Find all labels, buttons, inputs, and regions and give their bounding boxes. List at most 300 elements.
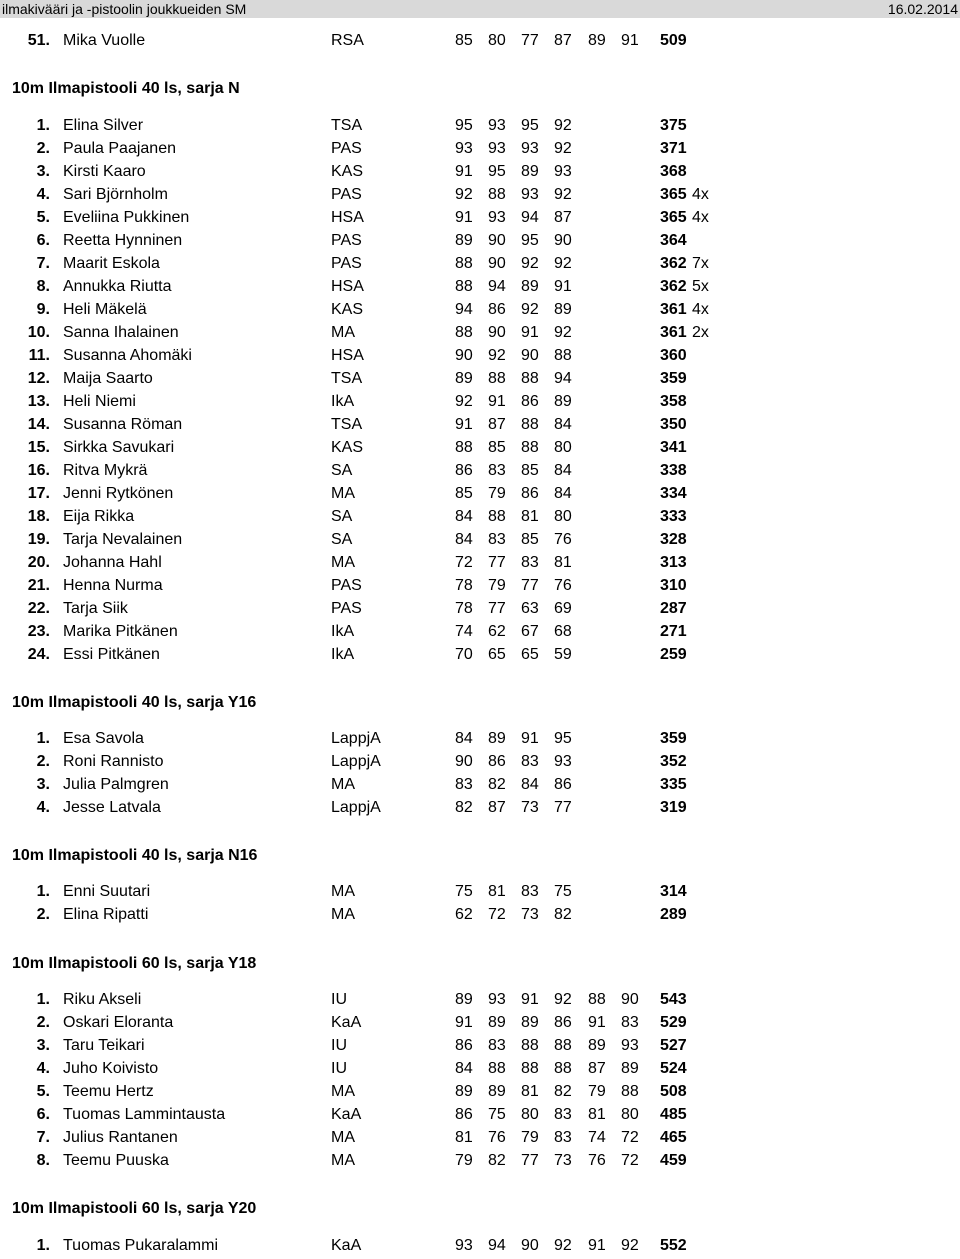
rank: 17. [27,485,50,502]
series-score: 93 [488,991,506,1008]
series-score: 84 [455,730,473,747]
rank: 8. [36,278,50,295]
rank: 22. [27,600,50,617]
section-title: 10m Ilmapistooli 40 ls, sarja N16 [12,847,258,864]
series-score: 89 [455,1083,473,1100]
series-score: 88 [488,1060,506,1077]
result-row [0,882,960,905]
series-score: 91 [455,163,473,180]
rank: 16. [27,462,50,479]
series-score: 76 [554,531,572,548]
inner-tens: 5x [692,278,709,295]
total-score: 287 [660,600,687,617]
page-header [0,0,960,18]
series-score: 67 [521,623,539,640]
series-score: 91 [488,393,506,410]
series-score: 74 [455,623,473,640]
series-score: 92 [554,991,572,1008]
series-score: 88 [455,255,473,272]
club: PAS [331,600,362,617]
series-score: 86 [455,462,473,479]
rank: 13. [27,393,50,410]
series-score: 82 [554,1083,572,1100]
total-score: 310 [660,577,687,594]
total-score: 362 [660,278,687,295]
rank: 19. [27,531,50,548]
competitor-name: Reetta Hynninen [63,232,183,249]
series-score: 82 [455,799,473,816]
total-score: 509 [660,32,687,49]
series-score: 83 [488,462,506,479]
competitor-name: Essi Pitkänen [63,646,160,663]
result-row [0,185,960,208]
series-score: 89 [488,1083,506,1100]
series-score: 85 [521,462,539,479]
series-score: 86 [455,1106,473,1123]
rank: 7. [36,255,50,272]
series-score: 90 [488,324,506,341]
competitor-name: Marika Pitkänen [63,623,178,640]
result-row [0,576,960,599]
club: HSA [331,347,364,364]
series-score: 91 [521,730,539,747]
series-score: 83 [521,753,539,770]
club: TSA [331,370,363,387]
series-score: 83 [455,776,473,793]
rank: 1. [36,1237,50,1254]
series-score: 95 [455,117,473,134]
inner-tens: 4x [692,301,709,318]
series-score: 87 [488,799,506,816]
series-score: 93 [554,753,572,770]
series-score: 79 [521,1129,539,1146]
total-score: 334 [660,485,687,502]
total-score: 352 [660,753,687,770]
series-score: 88 [621,1083,639,1100]
result-row [0,438,960,461]
club: MA [331,1129,355,1146]
club: MA [331,906,355,923]
series-score: 91 [455,416,473,433]
competitor-name: Maija Saarto [63,370,153,387]
series-score: 88 [488,186,506,203]
competitor-name: Annukka Riutta [63,278,172,295]
total-score: 543 [660,991,687,1008]
rank: 10. [27,324,50,341]
series-score: 86 [521,393,539,410]
result-row [0,530,960,553]
result-row [0,1082,960,1105]
series-score: 78 [455,577,473,594]
club: SA [331,462,353,479]
competitor-name: Susanna Ahomäki [63,347,192,364]
rank: 3. [36,1037,50,1054]
rank: 21. [27,577,50,594]
series-score: 75 [488,1106,506,1123]
competitor-name: Julius Rantanen [63,1129,178,1146]
series-score: 88 [521,1037,539,1054]
club: PAS [331,232,362,249]
series-score: 77 [521,32,539,49]
rank: 4. [36,799,50,816]
series-score: 88 [455,439,473,456]
series-score: 90 [488,255,506,272]
series-score: 81 [455,1129,473,1146]
series-score: 81 [588,1106,606,1123]
series-score: 92 [554,117,572,134]
rank: 2. [36,1014,50,1031]
series-score: 83 [554,1129,572,1146]
competitor-name: Johanna Hahl [63,554,162,571]
section-title: 10m Ilmapistooli 40 ls, sarja N [12,80,240,97]
competitor-name: Paula Paajanen [63,140,176,157]
series-score: 85 [488,439,506,456]
result-row [0,775,960,798]
series-score: 80 [554,508,572,525]
result-row [0,990,960,1013]
club: PAS [331,140,362,157]
series-score: 72 [455,554,473,571]
series-score: 72 [621,1152,639,1169]
section-title: 10m Ilmapistooli 60 ls, sarja Y20 [12,1200,257,1217]
series-score: 84 [455,508,473,525]
total-score: 371 [660,140,687,157]
competitor-name: Taru Teikari [63,1037,145,1054]
series-score: 91 [521,324,539,341]
series-score: 92 [521,301,539,318]
series-score: 70 [455,646,473,663]
competitor-name: Heli Mäkelä [63,301,147,318]
competitor-name: Heli Niemi [63,393,136,410]
series-score: 83 [521,883,539,900]
rank: 8. [36,1152,50,1169]
series-score: 94 [554,370,572,387]
series-score: 89 [455,232,473,249]
series-score: 88 [521,370,539,387]
competitor-name: Jenni Rytkönen [63,485,174,502]
total-score: 527 [660,1037,687,1054]
result-row [0,798,960,821]
rank: 14. [27,416,50,433]
series-score: 73 [521,799,539,816]
result-row [0,254,960,277]
total-score: 333 [660,508,687,525]
series-score: 84 [554,416,572,433]
total-score: 364 [660,232,687,249]
club: KAS [331,301,364,318]
section-title: 10m Ilmapistooli 40 ls, sarja Y16 [12,694,257,711]
competitor-name: Teemu Hertz [63,1083,154,1100]
series-score: 93 [488,117,506,134]
series-score: 95 [554,730,572,747]
series-score: 83 [554,1106,572,1123]
club: IkA [331,623,355,640]
series-score: 94 [455,301,473,318]
series-score: 86 [488,301,506,318]
series-score: 89 [455,991,473,1008]
series-score: 86 [488,753,506,770]
result-row [0,162,960,185]
result-row [0,599,960,622]
result-row [0,208,960,231]
result-row [0,277,960,300]
total-score: 319 [660,799,687,816]
total-score: 314 [660,883,687,900]
result-row [0,905,960,928]
rank: 2. [36,753,50,770]
rank: 20. [27,554,50,571]
club: LappjA [331,753,381,770]
series-score: 68 [554,623,572,640]
club: MA [331,1152,355,1169]
series-score: 92 [554,255,572,272]
series-score: 76 [488,1129,506,1146]
competitor-name: Tuomas Pukaralammi [63,1237,219,1254]
rank: 1. [36,117,50,134]
series-score: 88 [521,416,539,433]
rank: 1. [36,991,50,1008]
series-score: 85 [455,32,473,49]
club: PAS [331,186,362,203]
series-score: 80 [521,1106,539,1123]
result-row [0,415,960,438]
competitor-name: Elina Ripatti [63,906,149,923]
series-score: 77 [521,577,539,594]
rank: 7. [36,1129,50,1146]
competitor-name: Riku Akseli [63,991,142,1008]
result-row [0,645,960,668]
result-row [0,300,960,323]
inner-tens: 4x [692,209,709,226]
rank: 23. [27,623,50,640]
rank: 6. [36,232,50,249]
competitor-name: Henna Nurma [63,577,163,594]
header-date: 16.02.2014 [887,1,958,17]
total-score: 350 [660,416,687,433]
series-score: 89 [554,301,572,318]
total-score: 338 [660,462,687,479]
competitor-name: Sirkka Savukari [63,439,175,456]
series-score: 90 [455,347,473,364]
total-score: 271 [660,623,687,640]
club: PAS [331,255,362,272]
series-score: 75 [455,883,473,900]
series-score: 59 [554,646,572,663]
club: KaA [331,1237,362,1254]
series-score: 89 [455,370,473,387]
rank: 15. [27,439,50,456]
series-score: 80 [488,32,506,49]
competitor-name: Tarja Siik [63,600,128,617]
competitor-name: Tuomas Lammintausta [63,1106,226,1123]
series-score: 92 [521,255,539,272]
total-score: 375 [660,117,687,134]
series-score: 83 [488,1037,506,1054]
series-score: 84 [554,462,572,479]
club: IU [331,1037,347,1054]
rank: 3. [36,163,50,180]
series-score: 89 [488,730,506,747]
result-row [0,31,960,54]
series-score: 89 [488,1014,506,1031]
series-score: 80 [621,1106,639,1123]
series-score: 92 [554,324,572,341]
club: KAS [331,439,364,456]
section-title: 10m Ilmapistooli 60 ls, sarja Y18 [12,955,257,972]
result-row [0,484,960,507]
competitor-name: Jesse Latvala [63,799,161,816]
series-score: 93 [521,140,539,157]
series-score: 91 [455,209,473,226]
competitor-name: Elina Silver [63,117,144,134]
series-score: 84 [455,531,473,548]
result-row [0,1151,960,1174]
series-score: 83 [488,531,506,548]
series-score: 91 [521,991,539,1008]
series-score: 91 [588,1237,606,1254]
series-score: 93 [488,209,506,226]
series-score: 73 [521,906,539,923]
series-score: 87 [488,416,506,433]
series-score: 91 [455,1014,473,1031]
series-score: 91 [588,1014,606,1031]
result-row [0,1059,960,1082]
series-score: 93 [621,1037,639,1054]
series-score: 86 [455,1037,473,1054]
series-score: 81 [521,1083,539,1100]
competitor-name: Enni Suutari [63,883,151,900]
series-score: 81 [488,883,506,900]
club: KaA [331,1014,362,1031]
series-score: 92 [554,140,572,157]
result-row [0,369,960,392]
series-score: 88 [521,1060,539,1077]
competitor-name: Juho Koivisto [63,1060,159,1077]
club: IkA [331,393,355,410]
series-score: 75 [554,883,572,900]
total-score: 365 [660,209,687,226]
competitor-name: Eija Rikka [63,508,135,525]
club: MA [331,554,355,571]
result-row [0,323,960,346]
inner-tens: 7x [692,255,709,272]
total-score: 289 [660,906,687,923]
total-score: 335 [660,776,687,793]
series-score: 88 [521,439,539,456]
competitor-name: Ritva Mykrä [63,462,148,479]
rank: 4. [36,1060,50,1077]
series-score: 88 [588,991,606,1008]
series-score: 62 [455,906,473,923]
series-score: 89 [588,1037,606,1054]
club: MA [331,776,355,793]
total-score: 328 [660,531,687,548]
club: IkA [331,646,355,663]
total-score: 361 [660,301,687,318]
series-score: 77 [488,600,506,617]
series-score: 88 [488,370,506,387]
series-score: 88 [554,1037,572,1054]
result-row [0,729,960,752]
club: TSA [331,117,363,134]
competitor-name: Esa Savola [63,730,144,747]
series-score: 90 [554,232,572,249]
series-score: 69 [554,600,572,617]
series-score: 90 [521,1237,539,1254]
competitor-name: Sari Björnholm [63,186,168,203]
total-score: 359 [660,370,687,387]
series-score: 89 [521,278,539,295]
series-score: 85 [521,531,539,548]
club: MA [331,1083,355,1100]
series-score: 65 [488,646,506,663]
total-score: 358 [660,393,687,410]
series-score: 90 [521,347,539,364]
series-score: 89 [621,1060,639,1077]
series-score: 85 [455,485,473,502]
rank: 2. [36,140,50,157]
series-score: 94 [488,278,506,295]
series-score: 88 [488,508,506,525]
total-score: 524 [660,1060,687,1077]
result-row [0,1036,960,1059]
club: MA [331,324,355,341]
series-score: 63 [521,600,539,617]
rank: 51. [27,32,50,49]
competitor-name: Eveliina Pukkinen [63,209,190,226]
series-score: 83 [521,554,539,571]
series-score: 86 [554,776,572,793]
series-score: 79 [455,1152,473,1169]
result-row [0,1105,960,1128]
club: PAS [331,577,362,594]
series-score: 77 [521,1152,539,1169]
competitor-name: Oskari Eloranta [63,1014,174,1031]
series-score: 82 [488,776,506,793]
series-score: 94 [488,1237,506,1254]
competitor-name: Kirsti Kaaro [63,163,146,180]
series-score: 72 [621,1129,639,1146]
rank: 5. [36,1083,50,1100]
total-score: 360 [660,347,687,364]
competitor-name: Sanna Ihalainen [63,324,179,341]
series-score: 72 [488,906,506,923]
result-row [0,622,960,645]
total-score: 529 [660,1014,687,1031]
competitor-name: Julia Palmgren [63,776,169,793]
total-score: 313 [660,554,687,571]
series-score: 90 [455,753,473,770]
series-score: 76 [588,1152,606,1169]
total-score: 359 [660,730,687,747]
rank: 1. [36,883,50,900]
series-score: 89 [554,393,572,410]
series-score: 92 [554,186,572,203]
result-row [0,461,960,484]
header-title: ilmakivääri ja -pistoolin joukkueiden SM [2,1,247,17]
competitor-name: Maarit Eskola [63,255,160,272]
club: HSA [331,209,364,226]
result-row [0,116,960,139]
total-score: 341 [660,439,687,456]
series-score: 84 [455,1060,473,1077]
total-score: 362 [660,255,687,272]
result-row [0,1013,960,1036]
rank: 24. [27,646,50,663]
total-score: 508 [660,1083,687,1100]
result-row [0,1236,960,1259]
result-row [0,1128,960,1151]
